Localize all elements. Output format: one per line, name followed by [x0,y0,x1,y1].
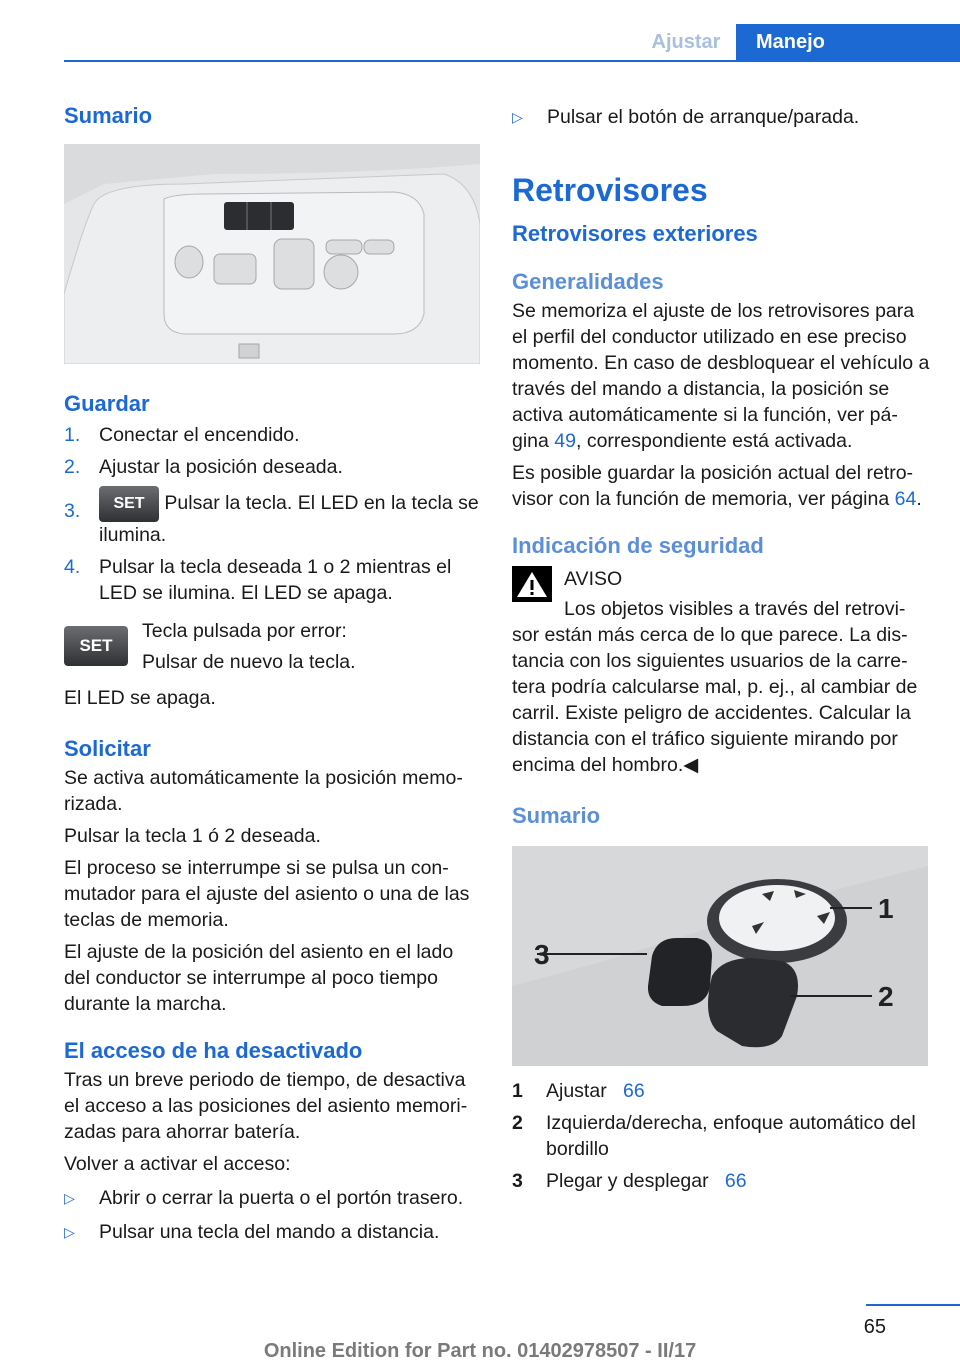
triangle-bullet-icon: ▷ [64,1224,75,1240]
paragraph: Volver a activar el acceso: [64,1153,291,1175]
mirror-legend [512,1078,930,1194]
heading-sumario-mirror: Sumario [512,803,601,828]
left-column [64,96,480,1245]
list-item: 3. SET Pulsar la tecla. El LED en la tecla se ilumina. [64,486,480,548]
list-item: ▷ Abrir o cerrar la puerta o el portón trasero. [64,1187,464,1209]
start-bullet [512,104,930,130]
legend-item: 3 Plegar y desplegar 66 [512,1170,747,1192]
triangle-bullet-icon: ▷ [64,1190,75,1206]
paragraph: El proceso se interrumpe si se pulsa un con‐mutador para el ajuste del asiento o una de las teclas de memoria. [64,857,470,931]
warning-box [512,566,930,778]
paragraph: Pulsar la tecla 1 ó 2 deseada. [64,825,321,847]
heading-solicitar: Solicitar [64,736,151,761]
heading-sumario: Sumario [64,103,153,128]
heading-seguridad: Indicación de seguridad [512,533,764,558]
legend-item: 2 Izquierda/derecha, enfoque automático del bordillo [512,1112,916,1160]
paragraph: Se memoriza el ajuste de los retrovisores para el perfil del conductor utilizado en ese preciso momento. En caso de desbloquear el vehículo a través del mando a distancia, la posición se activa automáticamente si la función, ver pá‐gina 49, correspondiente está activada. [512,300,930,452]
paragraph: El ajuste de la posición del asiento en el lado del conductor se interrumpe al poco tiempo durante la marcha. [64,941,454,1015]
callout-1: 1 [878,893,894,924]
list-item: 1. Conectar el encendido. [64,424,300,446]
paragraph: Se activa automáticamente la posición memo‐rizada. [64,767,463,815]
seat-memory-figure [64,144,480,364]
aviso-text: Los objetos visibles a través del retrovi‐sor están más cerca de lo que parece. La dis‐tancia con los siguientes usuarios de la carre‐tera podría calcularse mal, p. ej., al cambiar de carril. Existe peligro de accidentes. Calcular la distancia con el tráfico siguiente mirando por encima del hombro.◀ [512,598,918,776]
list-item: 4. Pulsar la tecla deseada 1 o 2 mientras el LED se ilumina. El LED se apaga. [64,556,452,604]
legend-item: 1 Ajustar 66 [512,1080,645,1102]
warning-icon [512,566,552,602]
mirror-controls-figure [512,846,928,1066]
page-footer [0,1300,960,1362]
tab-ajustar[interactable]: Ajustar [651,31,721,53]
page-link[interactable]: 66 [622,1080,645,1102]
error-note [64,618,480,676]
note-line: Tecla pulsada por error: [142,620,347,642]
page-link[interactable]: 66 [724,1170,747,1192]
paragraph: Es posible guardar la posición actual del retro‐visor con la función de memoria, ver página 64. [512,462,922,510]
paragraph: Tras un breve periodo de tiempo, de desactiva el acceso a las posiciones del asiento memori‐zadas para ahorrar batería. [64,1069,468,1143]
heading-guardar: Guardar [64,391,150,416]
note-line: Pulsar de nuevo la tecla. [142,651,356,673]
list-item: ▷ Pulsar el botón de arranque/parada. [512,106,860,128]
aviso-title: AVISO [564,568,623,590]
heading-exteriores: Retrovisores exteriores [512,221,758,246]
led-off-text: El LED se apaga. [64,687,216,709]
callout-3: 3 [534,939,550,970]
list-item: 2. Ajustar la posición deseada. [64,456,343,478]
tab-manejo[interactable]: Manejo [736,24,960,60]
access-bullets [64,1185,480,1245]
heading-generalidades: Generalidades [512,269,664,294]
page-header [0,0,960,62]
callout-2: 2 [878,981,894,1012]
edition-note: Online Edition for Part no. 01402978507 - II/17 [263,1340,697,1362]
set-key-icon: SET [64,626,128,666]
heading-retrovisores: Retrovisores [512,172,708,208]
list-item: ▷ Pulsar una tecla del mando a distancia. [64,1221,440,1243]
page-link[interactable]: 49 [554,430,576,452]
page-number: 65 [863,1316,886,1338]
footer-rule [866,1304,960,1306]
seat-panel-illustration [64,144,480,364]
heading-acceso: El acceso de ha desactivado [64,1038,363,1063]
page-link[interactable]: 64 [894,488,917,510]
triangle-bullet-icon: ▷ [512,109,523,125]
set-key-icon: SET [99,486,159,522]
right-column [512,96,930,1194]
guardar-steps [64,422,480,606]
header-rule [64,60,960,62]
mirror-switch-illustration [512,846,928,1066]
